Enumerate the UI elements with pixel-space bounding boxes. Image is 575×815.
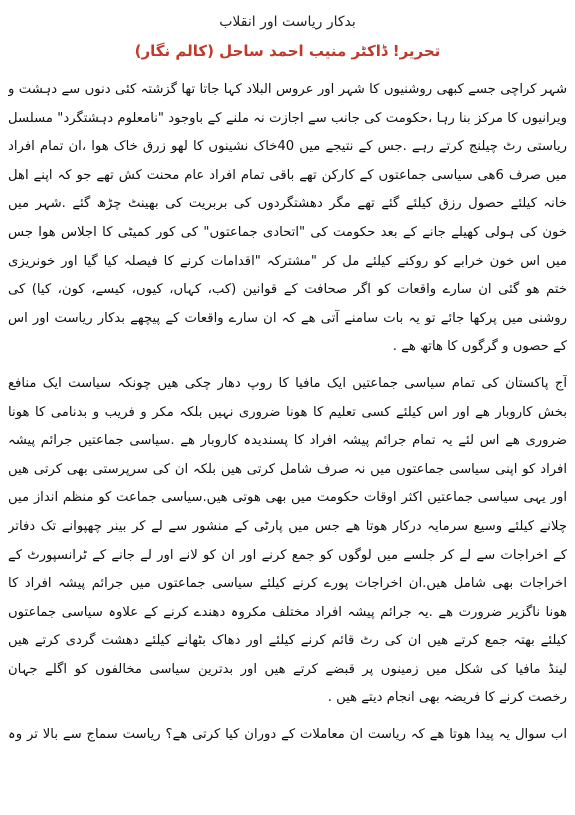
article-title: بدکار ریاست اور انقلاب: [219, 14, 356, 30]
text-line: کے اخراجات سے لے کر جلسے میں لوگوں کو جمع کرنے اور ان کو لانے اور لے جانے کے ٹرانسپورٹ کے: [8, 547, 567, 563]
text-line: خون کی ہولی کھیلے جانے کے بعد حکومت کی "اتحادی جماعتوں" کی کور کمیٹی کا اجلاس ھوا جس: [8, 224, 567, 240]
text-line: خانہ کیلئے حصول رزق کیلئے گئے تھے مگر دھشتگردوں کی بربریت کی بھینٹ چڑھ گئے .شہر میں: [8, 196, 567, 212]
text-line: روشنی میں پرکھا جائے تو یہ بات سامنے آتی ھے کہ ان سارے واقعات کے پیچھے بدکار ریاست اور اس: [8, 310, 567, 326]
paragraph: [8, 370, 567, 713]
text-line: چلانے کیلئے وسیع سرمایہ درکار ھوتا ھے جس میں پارٹی کے منشور سے لے کر بینر چھپوانے تک دفاتر: [8, 518, 567, 534]
text-line: ریاستی رٹ چیلنج کرتے رہے .جس کے نتیجے میں 40خاک نشینوں کا لھو زرق خاک ھوا ،ان تمام افراد: [8, 139, 567, 155]
paragraph: [8, 721, 567, 750]
text-line: کیلئے بھتہ جمع کرتے ھیں ان کی رٹ قائم کرنے کیلئے اور دھاک بٹھانے کیلئے دھشت گردی کرتے ھیں: [8, 633, 567, 649]
paragraph-gap: [8, 362, 567, 370]
text-line: ویرانیوں کا مرکز بنا رہا ،حکومت کی جانب سے اجازت نہ ملنے کے باوجود "نامعلوم دہشتگرد" مسلسل: [8, 110, 567, 126]
text-line: اور یہی سیاسی جماعتیں اکثر اوقات حکومت میں بھی ھوتی ھیں.سیاسی جماعت کو منظم انداز میں: [8, 490, 567, 506]
text-line: آج پاکستان کی تمام سیاسی جماعتیں ایک مافیا کا روپ دھار چکی ھیں چونکہ سیاست ایک منافع: [8, 375, 567, 391]
text-line: اب سوال یہ پیدا ھوتا ھے کہ ریاست ان معاملات کے دوران کیا کرتی ھے؟ ریاست سماج سے بالا تر وہ: [8, 727, 567, 743]
text-line: شہر کراچی جسے کبھی روشنیوں کا شہر اور عروس البلاد کہا جاتا تھا گزشتہ کئی دنوں سے دہشت و: [8, 82, 567, 97]
text-line: لینڈ مافیا کی شکل میں زمینوں پر قبضے کرتے ھیں اور بدترین سیاسی مخالفوں کو اگلے جہان: [8, 661, 567, 677]
text-line: اخراجات بھی شامل ھیں.ان اخراجات پورے کرنے کیلئے سیاسی جماعتوں میں جرائم پیشہ افراد کا: [8, 576, 567, 592]
text-line: ھونا ناگزیر ضرورت ھے .یہ جرائم پیشہ افراد مختلف مکروہ دھندے کرنے کے علاوہ سیاسی جماعتوں: [8, 604, 567, 620]
paragraph: [8, 76, 567, 362]
text-line: بخش کاروبار ھے اور اس کیلئے کسی تعلیم کا ھونا ضروری نہیں بلکہ مکر و فریب و بدنامی کا ھونا: [8, 404, 567, 420]
text-line: کے حصوں و گرگوں کا ھاتھ ھے .: [392, 339, 567, 355]
text-line: رخصت کرنے کا فریضہ بھی انجام دیتے ھیں .: [327, 690, 567, 706]
paragraph-gap: [8, 713, 567, 721]
article-byline: تحریر! ڈاکٹر منیب احمد ساحل (کالم نگار): [134, 42, 441, 60]
text-line: میں اس خون خرابے کو روکنے کیلئے مل کر "مشترکہ "اقدامات کرنے کا فیصلہ کیا گیا اور خونریزی: [8, 253, 567, 269]
text-line: ختم ھو گئی ان سارے واقعات کو اگر صحافت کے قوانین (کب، کہاں، کیوں، کیسے، کون، کیا) کی: [8, 282, 567, 298]
text-line: میں صرف 6ھی سیاسی جماعتوں کے کارکن تھے باقی تمام افراد عام محنت کش تھے جو کہ اپنے اھل: [8, 167, 567, 183]
text-line: ضروری ھے اس لئے یہ تمام جرائم پیشہ افراد کا پسندیدہ کاروبار ھے .سیاسی جماعتیں جرائم پیشہ: [8, 433, 567, 449]
text-line: افراد کو اپنی سیاسی جماعتوں میں نہ صرف شامل کرتی ھیں بلکہ ان کی سرپرستی بھی کرتی ھیں: [8, 461, 567, 477]
